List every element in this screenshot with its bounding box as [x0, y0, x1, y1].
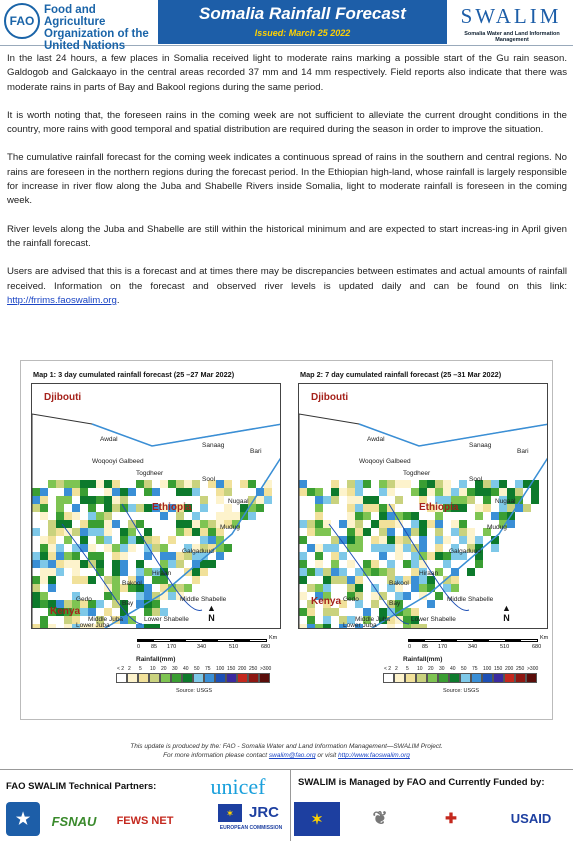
legend-swatch [504, 673, 515, 683]
legend-title: Rainfall(mm) [403, 656, 443, 663]
legend-value: 20 [161, 666, 167, 672]
fao-logo: FAO [4, 3, 40, 39]
legend-swatch [438, 673, 449, 683]
usaid-logo: USAID [510, 810, 552, 826]
jrc-subtitle: EUROPEAN COMMISSION [219, 825, 283, 831]
issued-date: Issued: March 25 2022 [254, 28, 351, 38]
scale-4: 510 [500, 644, 510, 650]
legend-value: 30 [172, 666, 178, 672]
legend-value: 200 [238, 666, 247, 672]
bulletin-text [7, 52, 567, 322]
region-lower-shabelle: Lower Shabelle [144, 616, 189, 623]
region-mudug: Mudug [220, 524, 240, 531]
scale-0: 0 [408, 644, 412, 650]
legend-swatch [226, 673, 237, 683]
scale-3: 340 [197, 644, 207, 650]
legend-value: >300 [527, 666, 539, 672]
map-1-frame [31, 383, 281, 629]
legend-value: 20 [428, 666, 434, 672]
map-2-frame [298, 383, 548, 629]
legend-value: 40 [450, 666, 456, 672]
legend-swatch [138, 673, 149, 683]
region-bakool: Bakool [122, 580, 142, 587]
swiss-cooperation-logo-icon: ✚ [445, 809, 457, 826]
footer [0, 769, 573, 841]
region-awdal: Awdal [367, 436, 385, 443]
footnote-contact-text: For more information please contact [163, 752, 269, 759]
region-galgaduud: Galgaduud [449, 548, 481, 555]
map-panel [20, 360, 553, 720]
legend-value: 2 [395, 666, 398, 672]
legend-source: Source: USGS [176, 688, 213, 694]
website-link[interactable]: http://www.faoswalim.org [338, 752, 410, 759]
legend-value: 50 [194, 666, 200, 672]
region-bay: Bay [122, 600, 134, 607]
north-arrow-icon: ▲ N [502, 603, 511, 623]
footer-divider [290, 770, 291, 841]
region-middle-shabelle: Middle Shabelle [180, 596, 227, 603]
region-lower-juba: Lower Juba [343, 622, 377, 629]
scale-unit: Km [540, 635, 549, 641]
region-sanaag: Sanaag [469, 442, 492, 449]
region-mudug: Mudug [487, 524, 507, 531]
legend-swatch [171, 673, 182, 683]
scale-2: 170 [438, 644, 448, 650]
legend-swatch [248, 673, 259, 683]
legend-swatch [471, 673, 482, 683]
legend-value: 75 [472, 666, 478, 672]
legend-value: 250 [516, 666, 525, 672]
legend-value: >300 [260, 666, 272, 672]
paragraph-4: River levels along the Juba and Shabelle are still within the historical minimum and are expected to start increas-ing in April given the rainfall forecast. [7, 223, 567, 249]
legend-value: 10 [150, 666, 156, 672]
map-1 [21, 361, 287, 721]
legend-swatch [460, 673, 471, 683]
legend-swatch [193, 673, 204, 683]
eu-logo-icon: ✶ [294, 802, 340, 836]
region-gedo: Gedo [343, 596, 359, 603]
paragraph-1: In the last 24 hours, a few places in Somalia received light to moderate rains marking a possible start of the Gu rain season. Galdogob and Galckaayo in the central areas recorded 37 mm and 14 mm respectively. Field reports also indicate that there was moderate rains in parts of Bay and Bakool regions during the same period. [7, 53, 567, 93]
label-djibouti: Djibouti [44, 392, 82, 403]
legend-value: < 2 [384, 666, 392, 672]
scale-0: 0 [137, 644, 141, 650]
scale-3: 340 [468, 644, 478, 650]
paragraph-3: The cumulative rainfall forecast for the coming week indicates a continuous spread of rains in the southern and central regions. No rains are foreseen in the northern regions during the forecast period. In the Ethiopian high-land, whose rainfall is largely responsible for increase in river flow along the Juba and Shabelle Rivers inside Somalia, light to moderate rainfall is foreseen in the coming week. [7, 152, 567, 207]
scalebar-bar [137, 639, 267, 642]
region-hiraan: Hiraan [152, 570, 172, 577]
legend-swatch [237, 673, 248, 683]
jrc-logo: JRC [248, 803, 279, 821]
frrims-link[interactable]: http://frrims.faoswalim.org [7, 294, 117, 306]
legend-swatch [405, 673, 416, 683]
region-hiraan: Hiraan [419, 570, 439, 577]
scale-2: 170 [167, 644, 177, 650]
legend-swatch [149, 673, 160, 683]
label-kenya: Kenya [311, 596, 342, 607]
region-gedo: Gedo [76, 596, 92, 603]
north-label: N [208, 613, 215, 623]
footnote-line-2 [0, 751, 573, 760]
scale-5: 680 [532, 644, 542, 650]
region-woqooyi-galbeed: Woqooyi Galbeed [92, 458, 144, 465]
swalim-logo: SWALIM [460, 4, 562, 28]
legend-swatch [394, 673, 405, 683]
label-djibouti: Djibouti [311, 392, 349, 403]
legend-value: 100 [483, 666, 492, 672]
paragraph-5-end: . [116, 294, 120, 306]
scale-unit: Km [269, 635, 278, 641]
legend-value: 5 [139, 666, 142, 672]
region-bari: Bari [517, 448, 529, 455]
legend-title: Rainfall(mm) [136, 656, 176, 663]
legend-swatch [116, 673, 127, 683]
somalia-emblem-icon: ★ [6, 802, 40, 836]
paragraph-5 [7, 265, 567, 308]
region-sool: Sool [202, 476, 216, 483]
region-middle-juba: Middle Juba [355, 616, 391, 623]
footnote-line-1: This update is produced by the: FAO - Somalia Water and Land Information Management—SWALIM Project. [130, 743, 443, 750]
legend-value: 100 [216, 666, 225, 672]
legend-source: Source: USGS [443, 688, 480, 694]
partners-title: FAO SWALIM Technical Partners: [6, 781, 157, 792]
funded-title: SWALIM is Managed by FAO and Currently Funded by: [298, 777, 545, 788]
legend-swatch [215, 673, 226, 683]
map-1-title: Map 1: 3 day cumulated rainfall forecast (25 –27 Mar 2022) [33, 370, 235, 379]
map-2 [288, 361, 554, 721]
map-2-title: Map 2: 7 day cumulated rainfall forecast (25 –31 Mar 2022) [300, 370, 502, 379]
legend-swatch [493, 673, 504, 683]
region-togdheer: Togdheer [136, 470, 164, 477]
paragraph-5-text: Users are advised that this is a forecast and at times there may be discrepancies between estimates and actual amounts of rainfall received. Information on the forecast and observed river levels is updated daily and can be found on this link: [7, 266, 567, 292]
legend-value: 40 [183, 666, 189, 672]
legend-value: 150 [494, 666, 503, 672]
north-arrow-icon: ▲ N [207, 603, 216, 623]
legend-value: 250 [249, 666, 258, 672]
fao-name: Food and Agriculture Organization of the United Nations [44, 4, 149, 52]
fewsnet-logo: FEWS NET [116, 815, 174, 827]
scale-1: 85 [151, 644, 158, 650]
legend-value: 10 [417, 666, 423, 672]
italy-cooperation-logo-icon: ❦ [372, 807, 388, 828]
title-banner [158, 0, 447, 44]
legend-value: 50 [461, 666, 467, 672]
legend-value: 200 [505, 666, 514, 672]
region-togdheer: Togdheer [403, 470, 431, 477]
scale-1: 85 [422, 644, 429, 650]
label-kenya: Kenya [50, 606, 81, 617]
legend-value: 30 [439, 666, 445, 672]
region-woqooyi-galbeed: Woqooyi Galbeed [359, 458, 411, 465]
region-bakool: Bakool [389, 580, 409, 587]
scale-4: 510 [229, 644, 239, 650]
email-link[interactable]: swalim@fao.org [268, 752, 316, 759]
legend-swatch [127, 673, 138, 683]
legend-swatch [204, 673, 215, 683]
paragraph-2: It is worth noting that, the foreseen rains in the coming week are not sufficient to alleviate the current drought conditions in the country, more rains with good temporal and spatial distribution are required during the season in order to improve the situation. [7, 109, 567, 136]
region-middle-shabelle: Middle Shabelle [447, 596, 494, 603]
legend-value: 75 [205, 666, 211, 672]
unicef-logo: unicef [210, 774, 266, 799]
page-title: Somalia Rainfall Forecast [199, 4, 406, 23]
swalim-subtitle: Somalia Water and Land Information Management [464, 31, 560, 43]
legend-swatch [416, 673, 427, 683]
legend-value: 150 [227, 666, 236, 672]
scalebar-bar [408, 639, 538, 642]
region-sool: Sool [469, 476, 483, 483]
label-ethiopia: Ethiopia [419, 502, 459, 513]
legend-value: 2 [128, 666, 131, 672]
region-lower-juba: Lower Juba [76, 622, 110, 629]
header [0, 0, 573, 52]
footnote [0, 742, 573, 760]
legend-swatch [427, 673, 438, 683]
legend-swatch [482, 673, 493, 683]
legend-swatch [259, 673, 270, 683]
region-lower-shabelle: Lower Shabelle [411, 616, 456, 623]
region-nugaal: Nugaal [228, 498, 249, 505]
legend-swatch [160, 673, 171, 683]
region-awdal: Awdal [100, 436, 118, 443]
region-middle-juba: Middle Juba [88, 616, 124, 623]
fsnau-logo: FSNAU [51, 813, 97, 829]
label-ethiopia: Ethiopia [152, 502, 192, 513]
region-bari: Bari [250, 448, 262, 455]
legend-value: 5 [406, 666, 409, 672]
legend-swatch [383, 673, 394, 683]
region-bay: Bay [389, 600, 401, 607]
legend-swatch [526, 673, 537, 683]
footnote-visit-text: or visit [315, 752, 339, 759]
legend-swatch [182, 673, 193, 683]
scale-5: 680 [261, 644, 271, 650]
region-sanaag: Sanaag [202, 442, 225, 449]
eu-flag-icon: ✶ [218, 804, 242, 822]
legend-value: < 2 [117, 666, 125, 672]
legend-swatch [449, 673, 460, 683]
region-nugaal: Nugaal [495, 498, 516, 505]
legend-swatch [515, 673, 526, 683]
region-galgaduud: Galgaduud [182, 548, 214, 555]
north-label: N [503, 613, 510, 623]
